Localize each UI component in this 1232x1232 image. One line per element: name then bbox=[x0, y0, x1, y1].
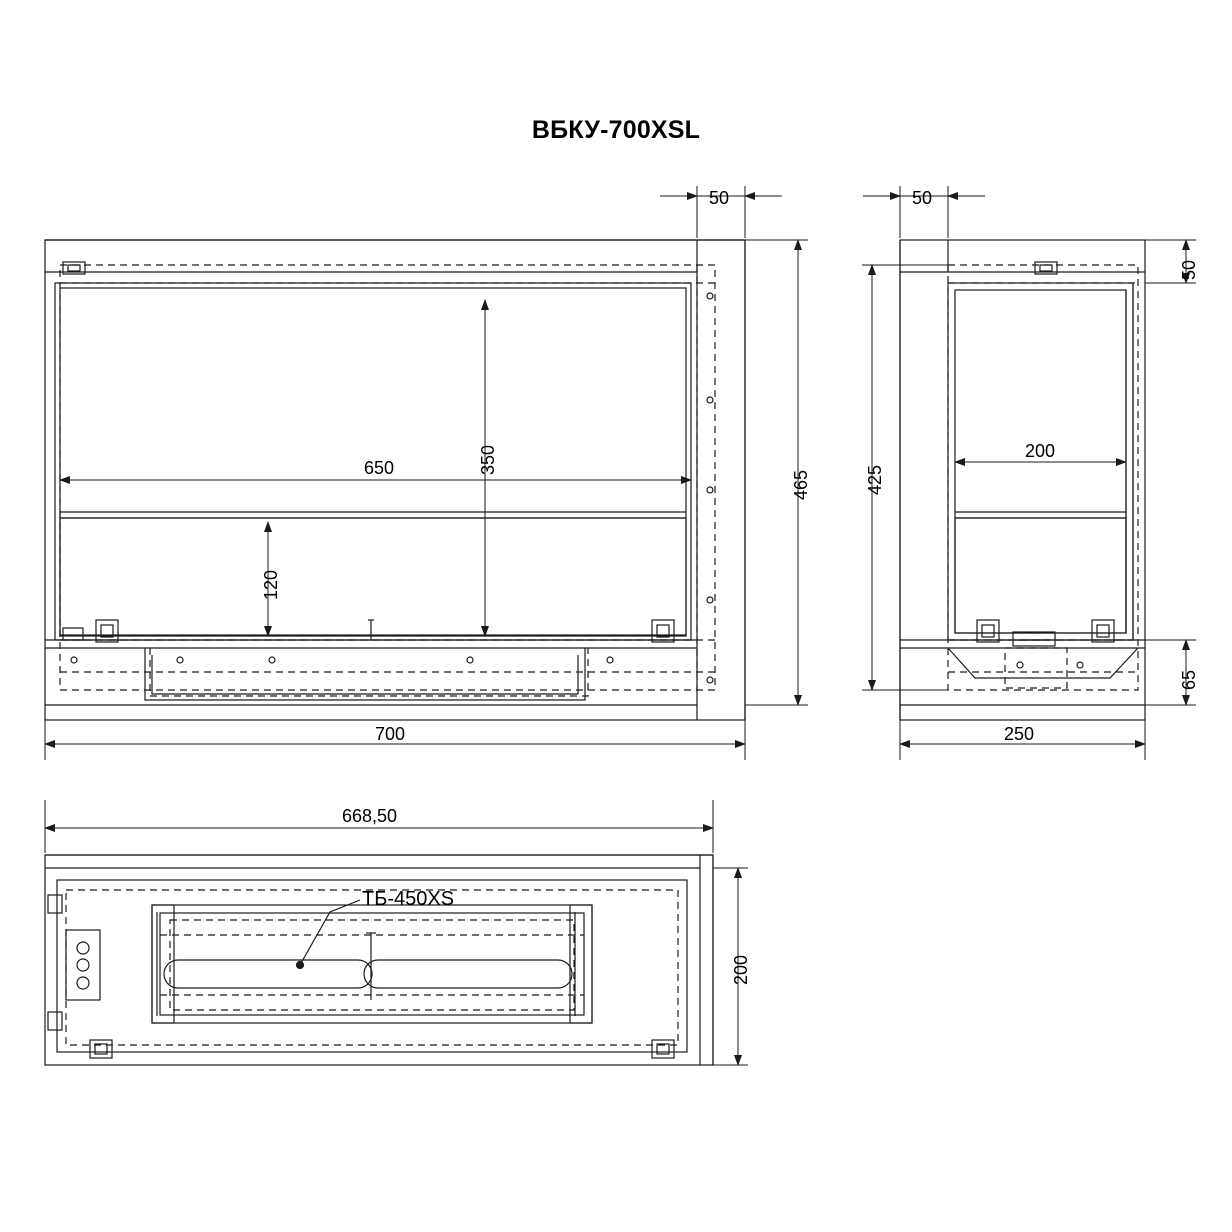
page-title: ВБКУ-700XSL bbox=[531, 116, 701, 144]
top-view-geometry bbox=[45, 855, 713, 1065]
dim-side-width-200: 200 bbox=[1025, 441, 1056, 461]
dim-side-overall-250: 250 bbox=[1004, 724, 1035, 744]
dim-front-top-50: 50 bbox=[709, 188, 730, 208]
dim-front-height-120: 120 bbox=[261, 569, 281, 600]
dim-side-top-50: 50 bbox=[912, 188, 933, 208]
dimension-lines bbox=[45, 186, 1196, 1065]
dim-front-height-350: 350 bbox=[478, 444, 498, 475]
dim-top-depth-200: 200 bbox=[731, 954, 751, 985]
dim-top-width-66850: 668,50 bbox=[342, 806, 398, 826]
dim-side-right-50: 50 bbox=[1179, 259, 1199, 280]
dim-side-height-425: 425 bbox=[865, 464, 885, 495]
dim-front-overall-465: 465 bbox=[791, 469, 811, 500]
dim-side-height-65: 65 bbox=[1179, 669, 1199, 690]
dim-front-width-650: 650 bbox=[364, 458, 395, 478]
dim-front-overall-700: 700 bbox=[375, 724, 406, 744]
part-callout-label: ТБ-450XS bbox=[362, 888, 455, 910]
